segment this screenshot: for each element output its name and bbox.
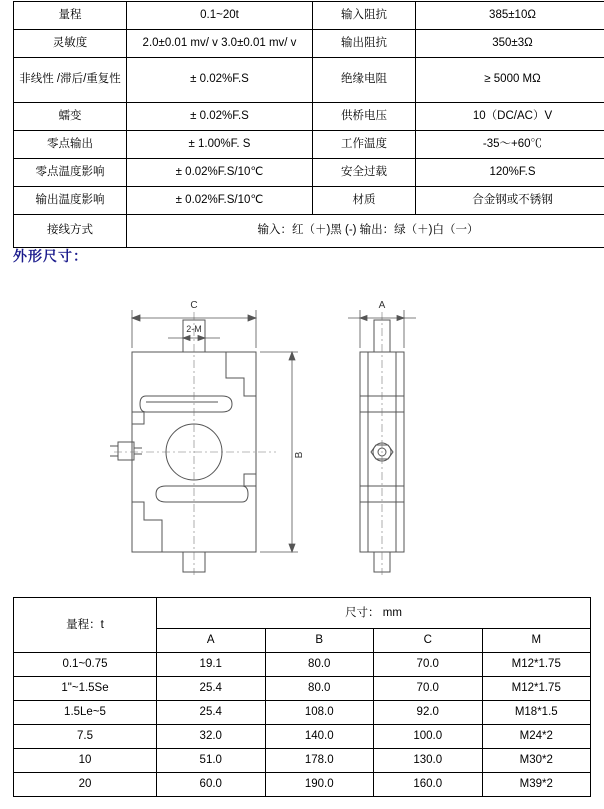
table-row — [14, 58, 604, 103]
dim-cell-c: 70.0 — [374, 653, 483, 677]
dim-cell-m: M39*2 — [482, 773, 591, 797]
spec-label: 非线性 /滞后/重复性 — [14, 58, 127, 103]
dim-col-a: A — [157, 629, 266, 653]
table-row — [14, 103, 604, 131]
table-row — [14, 131, 604, 159]
table-row — [14, 2, 604, 30]
spec-label: 安全过载 — [313, 159, 416, 187]
spec-label: 零点输出 — [14, 131, 127, 159]
dim-cell-a: 51.0 — [157, 749, 266, 773]
dim-col-c: C — [374, 629, 483, 653]
table-row — [14, 159, 604, 187]
dim-head-range: 量程：t — [14, 598, 157, 653]
dim-cell-c: 92.0 — [374, 701, 483, 725]
dim-cell-a: 32.0 — [157, 725, 266, 749]
specifications-table — [13, 1, 604, 248]
dim-cell-b: 178.0 — [265, 749, 374, 773]
spec-value: 120%F.S — [416, 159, 604, 187]
spec-value: ≥ 5000 MΩ — [416, 58, 604, 103]
dim-cell-m: M24*2 — [482, 725, 591, 749]
page-title: 外形尺寸： — [13, 248, 88, 264]
drawing-label-c: C — [190, 300, 198, 311]
dimension-drawing — [110, 290, 490, 575]
spec-label: 零点温度影响 — [14, 159, 127, 187]
spec-label: 绝缘电阻 — [313, 58, 416, 103]
dim-cell-b: 108.0 — [265, 701, 374, 725]
specifications-table-container — [13, 1, 591, 248]
dimension-table — [13, 597, 591, 797]
spec-label: 工作温度 — [313, 131, 416, 159]
spec-label: 量程 — [14, 2, 127, 30]
spec-value: ± 1.00%F. S — [127, 131, 313, 159]
dim-cell-a: 25.4 — [157, 701, 266, 725]
spec-value: ± 0.02%F.S/10℃ — [127, 159, 313, 187]
table-row — [14, 653, 591, 677]
dim-col-m: M — [482, 629, 591, 653]
dim-cell-range: 10 — [14, 749, 157, 773]
spec-label: 输出温度影响 — [14, 187, 127, 215]
dim-cell-m: M12*1.75 — [482, 653, 591, 677]
spec-value: 10（DC/AC）V — [416, 103, 604, 131]
dim-cell-b: 80.0 — [265, 677, 374, 701]
spec-label: 输出阻抗 — [313, 30, 416, 58]
table-row — [14, 30, 604, 58]
spec-value: ± 0.02%F.S — [127, 103, 313, 131]
table-row — [14, 677, 591, 701]
dim-cell-m: M30*2 — [482, 749, 591, 773]
dim-cell-range: 7.5 — [14, 725, 157, 749]
dim-cell-b: 190.0 — [265, 773, 374, 797]
table-row — [14, 725, 591, 749]
dim-cell-range: 1.5Le~5 — [14, 701, 157, 725]
dim-cell-a: 60.0 — [157, 773, 266, 797]
drawing-label-b: B — [294, 451, 305, 459]
spec-label: 供桥电压 — [313, 103, 416, 131]
dim-cell-b: 80.0 — [265, 653, 374, 677]
spec-value: 2.0±0.01 mv/ v 3.0±0.01 mv/ v — [127, 30, 313, 58]
dim-cell-c: 130.0 — [374, 749, 483, 773]
spec-label: 输入阻抗 — [313, 2, 416, 30]
dim-cell-c: 100.0 — [374, 725, 483, 749]
dim-cell-range: 20 — [14, 773, 157, 797]
table-header-row — [14, 598, 591, 629]
table-row — [14, 773, 591, 797]
table-row-wiring — [14, 215, 604, 248]
dim-cell-range: 1"~1.5Se — [14, 677, 157, 701]
dim-cell-b: 140.0 — [265, 725, 374, 749]
spec-label: 蠕变 — [14, 103, 127, 131]
s-type-loadcell-drawing — [110, 290, 490, 575]
spec-value: ± 0.02%F.S — [127, 58, 313, 103]
dim-head-size: 尺寸： mm — [157, 598, 591, 629]
wiring-value: 输入：红（＋)黑 (-) 输出：绿（＋)白（一） — [127, 215, 604, 248]
spec-label: 灵敏度 — [14, 30, 127, 58]
drawing-label-a: A — [378, 300, 386, 311]
table-row — [14, 701, 591, 725]
drawing-label-2m: 2-M — [186, 324, 202, 334]
spec-value: 350±3Ω — [416, 30, 604, 58]
dim-cell-a: 19.1 — [157, 653, 266, 677]
dim-cell-m: M18*1.5 — [482, 701, 591, 725]
dim-cell-m: M12*1.75 — [482, 677, 591, 701]
spec-value: 合金钢或不锈钢 — [416, 187, 604, 215]
dim-cell-c: 70.0 — [374, 677, 483, 701]
spec-value: -35～+60℃ — [416, 131, 604, 159]
dim-col-b: B — [265, 629, 374, 653]
spec-value: 385±10Ω — [416, 2, 604, 30]
dim-cell-c: 160.0 — [374, 773, 483, 797]
dim-cell-a: 25.4 — [157, 677, 266, 701]
table-row — [14, 749, 591, 773]
wiring-label: 接线方式 — [14, 215, 127, 248]
spec-value: ± 0.02%F.S/10℃ — [127, 187, 313, 215]
dim-cell-range: 0.1~0.75 — [14, 653, 157, 677]
dimension-table-container — [13, 597, 591, 797]
table-row — [14, 187, 604, 215]
spec-label: 材质 — [313, 187, 416, 215]
spec-value: 0.1~20t — [127, 2, 313, 30]
